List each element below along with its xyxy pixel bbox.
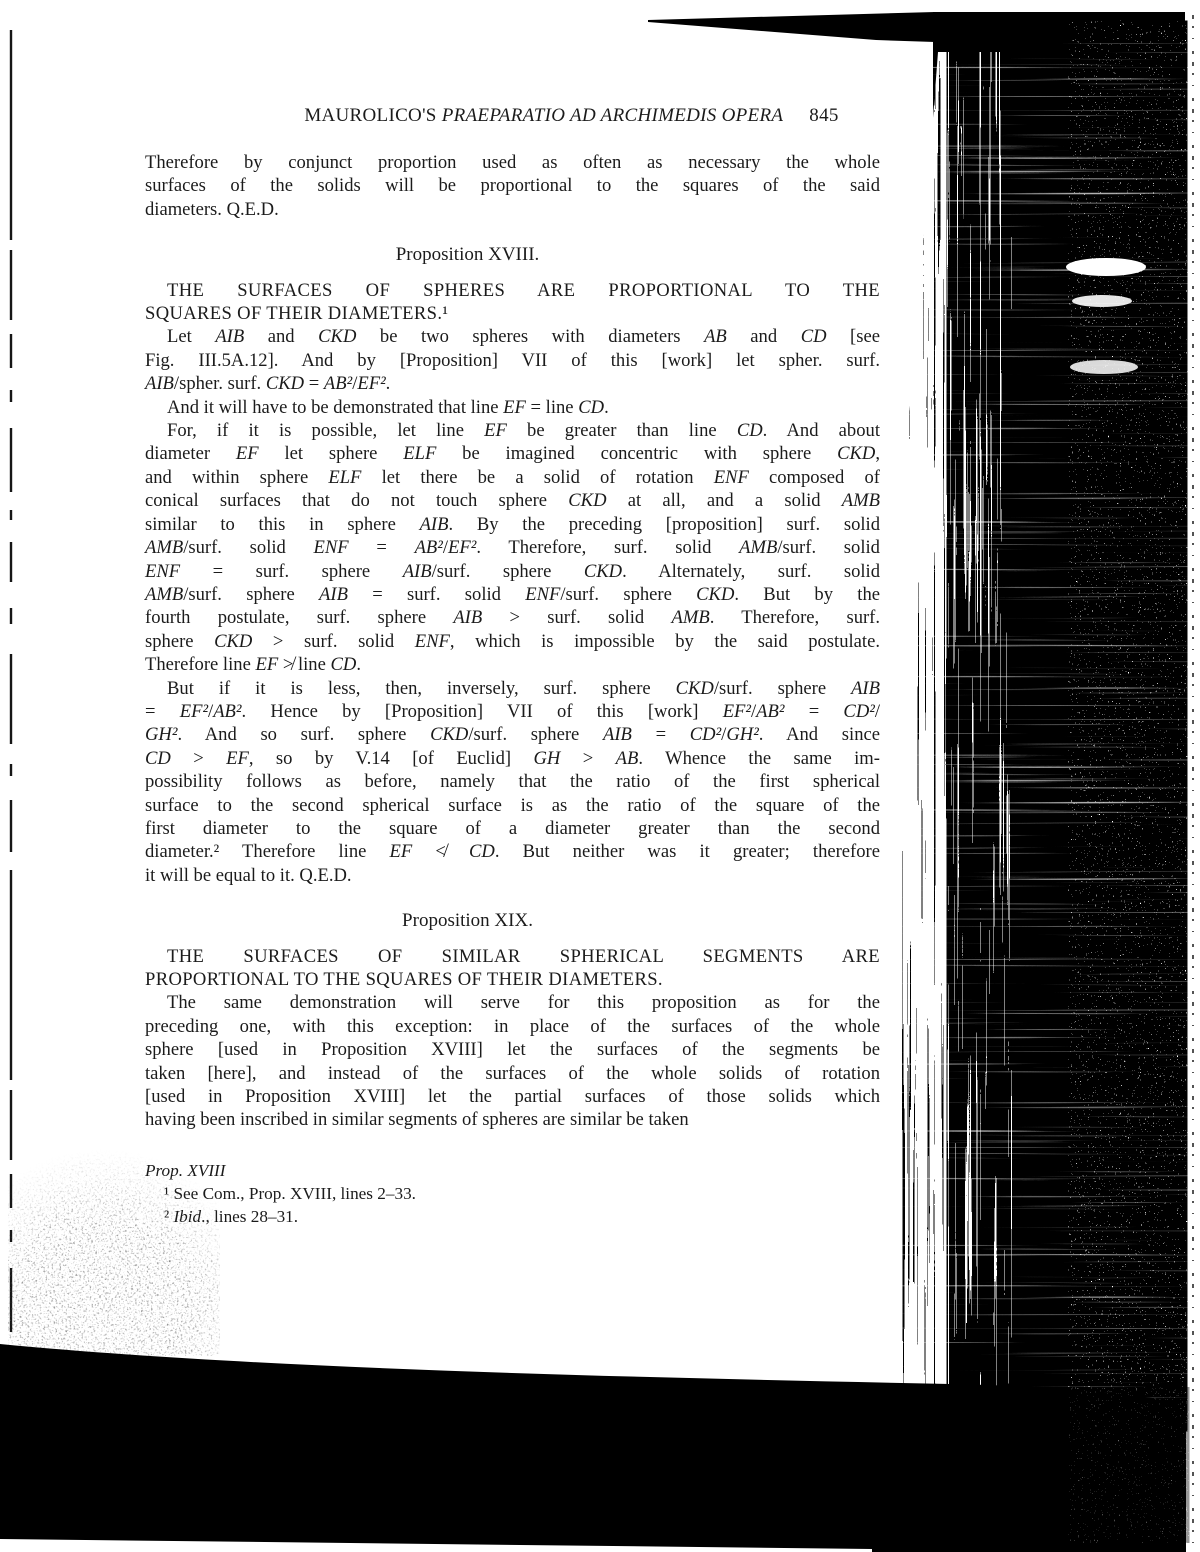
text-line: preceding one, with this exception: in place of the surfaces of the whole <box>145 1015 880 1037</box>
running-header-title: PRAEPARATIO AD ARCHIMEDIS OPERA <box>441 105 784 126</box>
paragraph <box>145 151 880 221</box>
text-line: Let AIB and CKD be two spheres with diameters AB and CD [see <box>167 326 880 348</box>
running-header-author: MAUROLICO'S <box>304 105 442 126</box>
text-line: [used in Proposition XVIII] let the partial surfaces of those solids which <box>145 1086 880 1108</box>
white-glare-blob <box>1066 258 1146 276</box>
text-line: conical surfaces that do not touch sphere CKD at all, and a solid AMB <box>145 490 880 512</box>
section-heading: Proposition XIX. <box>402 910 533 932</box>
text-line: = EF²/AB². Hence by [Proposition] VII of this [work] EF²/AB² = CD²/ <box>145 700 880 722</box>
footnote-item: ² Ibid., lines 28–31. <box>164 1206 299 1226</box>
paragraph <box>145 396 880 419</box>
text-line: AMB/surf. sphere AIB = surf. solid ENF/surf. sphere CKD. But by the <box>145 583 880 605</box>
text-line: THE SURFACES OF SPHERES ARE PROPORTIONAL TO THE <box>167 279 880 301</box>
paragraph <box>145 279 880 326</box>
paragraph <box>145 677 880 888</box>
text-line: And it will have to be demonstrated that line EF = line CD. <box>167 396 609 418</box>
text-line: But if it is less, then, inversely, surf. sphere CKD/surf. sphere AIB <box>167 677 880 699</box>
text-blocks <box>145 151 880 1132</box>
section-heading: Proposition XVIII. <box>395 244 540 266</box>
text-line: it will be equal to it. Q.E.D. <box>145 864 352 886</box>
page-number: 845 <box>809 105 839 126</box>
text-line: having been inscribed in similar segments of spheres are similar be taken <box>145 1109 689 1131</box>
text-line: Therefore line EF ≯ line CD. <box>145 654 362 676</box>
text-line: and within sphere ELF let there be a solid of rotation ENF composed of <box>145 466 880 488</box>
white-glare-blob <box>1070 360 1138 374</box>
text-line: diameter EF let sphere ELF be imagined concentric with sphere CKD, <box>145 443 880 465</box>
top-edge-wedge <box>648 12 935 42</box>
text-line: PROPORTIONAL TO THE SQUARES OF THEIR DIAMETERS. <box>145 969 663 990</box>
paragraph <box>145 945 880 992</box>
text-line: THE SURFACES OF SIMILAR SPHERICAL SEGMENTS ARE <box>167 945 880 967</box>
text-line: Fig. III.5A.12]. And by [Proposition] VII of this [work] let spher. surf. <box>145 349 880 371</box>
running-header <box>145 104 880 127</box>
text-line: surfaces of the solids will be proportional to the squares of the said <box>145 175 880 197</box>
bottom-right-speckle <box>1074 1390 1184 1540</box>
text-line: taken [here], and instead of the surfaces of the whole solids of rotation <box>145 1062 880 1084</box>
text-line: fourth postulate, surf. sphere AIB > surf. solid AMB. Therefore, surf. <box>145 607 881 629</box>
paragraph <box>145 419 880 676</box>
footnote-label: Prop. XVIII <box>145 1160 226 1180</box>
footnote-item: ¹ See Com., Prop. XVIII, lines 2–33. <box>164 1183 416 1203</box>
text-line: first diameter to the square of a diameter greater than the second <box>145 817 880 839</box>
text-line: Therefore by conjunct proportion used as often as necessary the whole <box>145 152 880 173</box>
text-line: similar to this in sphere AIB. By the preceding [proposition] surf. solid <box>145 513 881 535</box>
text-line: SQUARES OF THEIR DIAMETERS.¹ <box>145 303 449 325</box>
text-line: For, if it is possible, let line EF be greater than line CD. And about <box>167 420 880 442</box>
paragraph <box>145 991 880 1131</box>
text-line: possibility follows as before, namely that the ratio of the first spherical <box>145 771 880 793</box>
text-line: surface to the second spherical surface is as the ratio of the square of the <box>145 794 880 816</box>
text-line: AIB/spher. surf. CKD = AB²/EF². <box>145 373 391 395</box>
white-glare-blob <box>1072 295 1132 307</box>
paragraph <box>145 325 880 395</box>
text-line: GH². And so surf. sphere CKD/surf. sphere AIB = CD²/GH². And since <box>145 724 880 746</box>
text-column <box>145 104 880 1228</box>
horizontal-white-lines <box>896 55 1182 1390</box>
text-line: AMB/surf. solid ENF = AB²/EF². Therefore, surf. solid AMB/surf. solid <box>145 537 880 559</box>
text-line: diameter.² Therefore line EF ≮ CD. But neither was it greater; therefore <box>145 841 880 863</box>
text-line: The same demonstration will serve for this proposition as for the <box>167 992 880 1014</box>
text-line: sphere CKD > surf. solid ENF, which is impossible by the said postulate. <box>145 630 880 652</box>
text-line: diameters. Q.E.D. <box>145 198 279 220</box>
text-line: CD > EF, so by V.14 [of Euclid] GH > AB. Whence the same im- <box>145 747 880 769</box>
text-line: sphere [used in Proposition XVIII] let the surfaces of the segments be <box>145 1039 880 1061</box>
text-line: ENF = surf. sphere AIB/surf. sphere CKD. Alternately, surf. solid <box>145 560 880 582</box>
footnotes <box>145 1159 880 1228</box>
